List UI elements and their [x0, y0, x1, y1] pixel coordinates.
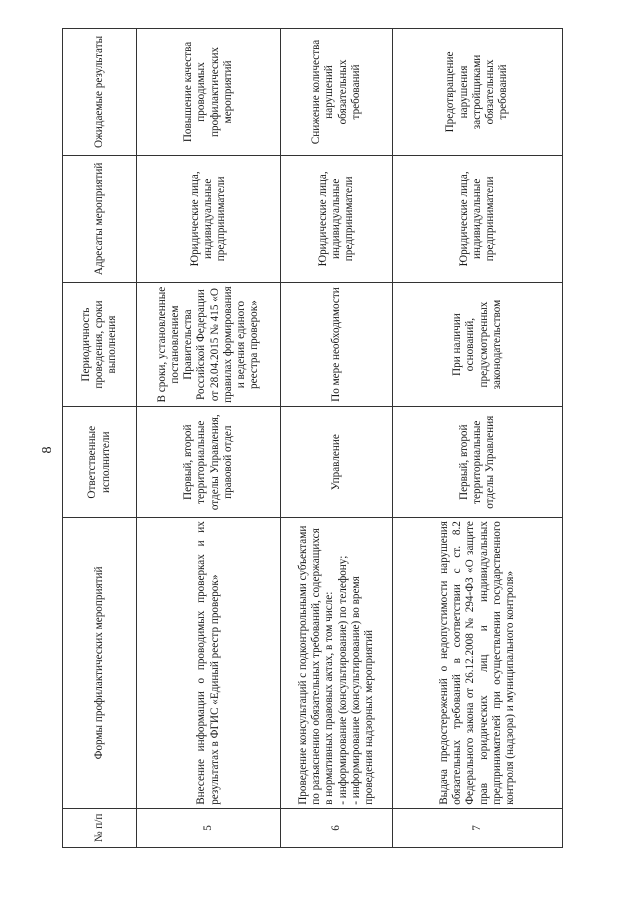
row-responsible: Первый, второй территориальные отделы Управления, правовой отдел [137, 407, 281, 518]
table-row [137, 29, 281, 848]
row-period: При наличии оснований, предусмотренных законодательством [393, 282, 563, 407]
header-addressees: Адресаты мероприятий [63, 155, 137, 282]
row-form-line: - информирование (консультирование) во время проведения надзорных мероприятий [349, 576, 375, 805]
measures-table [62, 28, 563, 848]
row-result: Предотвращение нарушения застройщиками обязательных требований [393, 29, 563, 156]
row-number: 5 [137, 808, 281, 847]
table-row [281, 29, 393, 848]
row-addressees: Юридические лица, индивидуальные предприниматели [393, 155, 563, 282]
row-addressees: Юридические лица, индивидуальные предприниматели [137, 155, 281, 282]
page-number: 8 [40, 446, 55, 454]
row-period: В сроки, установленные постановлением Правительства Российской Федерации от 28.04.2015 № 415 «О правилах формирования и ведения единого реестра проверок» [137, 282, 281, 407]
rotated-table-container [62, 28, 562, 848]
row-form [281, 518, 393, 809]
table-header-row [63, 29, 137, 848]
header-responsible: Ответственные исполнители [63, 407, 137, 518]
row-addressees: Юридические лица, индивидуальные предприниматели [281, 155, 393, 282]
header-forms: Формы профилактических мероприятий [63, 518, 137, 809]
row-form: Выдача предостережений о недопустимости нарушения обязательных требований в соответствии с ст. 8.2 Федерального закона от 26.12.2008 № 294-ФЗ «О защите прав юридических лиц и индивидуальных предпринимателей при осуществлении государственного контроля (надзора) и муниципального контроля» [393, 518, 563, 809]
row-result: Снижение количества нарушений обязательных требований [281, 29, 393, 156]
row-form-line: - информирование (консультирование) по телефону; [336, 555, 349, 805]
table-row [393, 29, 563, 848]
header-number: № п/п [63, 808, 137, 847]
row-number: 6 [281, 808, 393, 847]
row-result: Повышение качества проводимых профилактических мероприятий [137, 29, 281, 156]
row-form-line: Проведение консультаций с подконтрольными субъектами по разъяснению обязательных требований, содержащихся в нормативных правовых актах, в том числе: [296, 525, 336, 805]
row-responsible: Управление [281, 407, 393, 518]
header-results: Ожидаемые результаты [63, 29, 137, 156]
row-number: 7 [393, 808, 563, 847]
row-responsible: Первый, второй территориальные отделы Управления [393, 407, 563, 518]
row-form: Внесение информации о проводимых проверках и их результатах в ФГИС «Единый реестр проверок» [137, 518, 281, 809]
header-period: Периодичность проведения, сроки выполнения [63, 282, 137, 407]
row-period: По мере необходимости [281, 282, 393, 407]
